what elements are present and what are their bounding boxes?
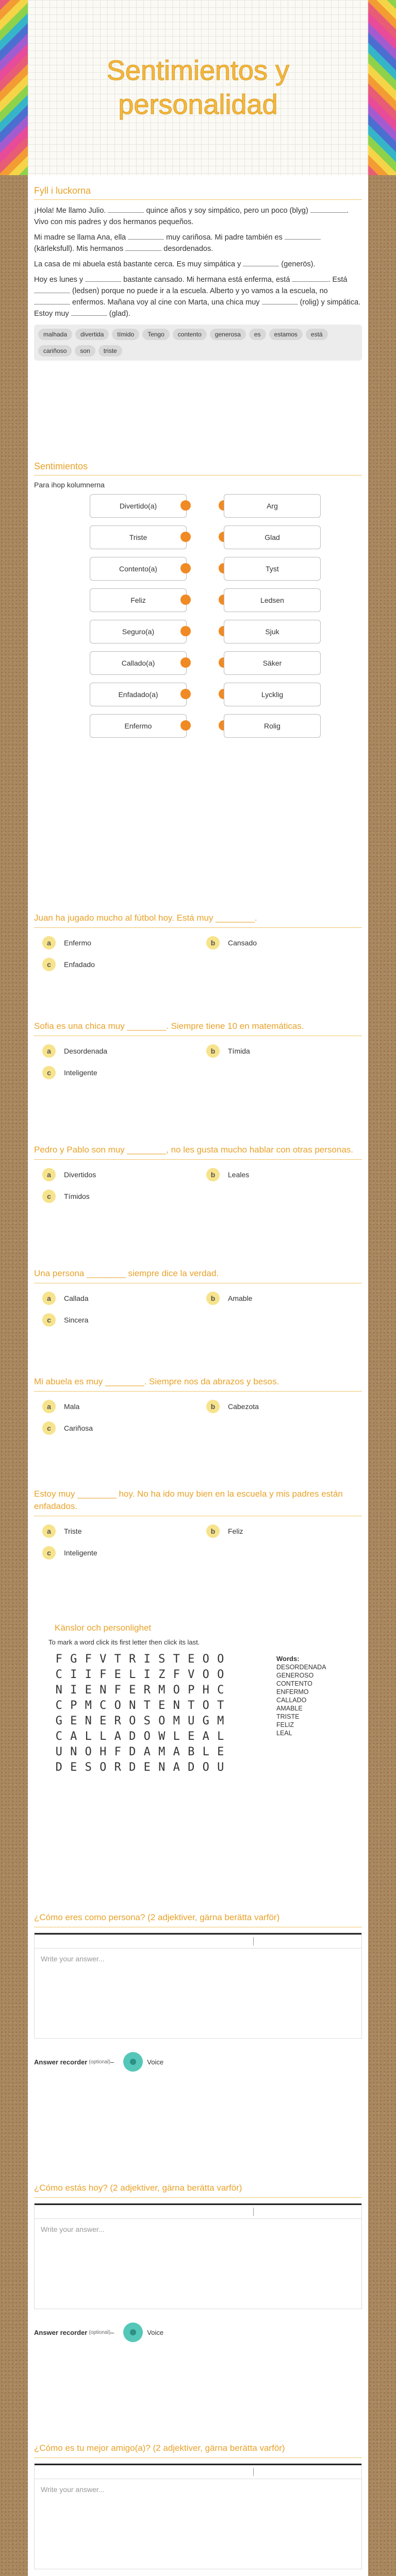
word-chip[interactable]: son — [75, 345, 95, 357]
grid-letter[interactable]: F — [55, 1653, 62, 1666]
worksheet-body — [28, 175, 368, 2576]
option[interactable]: a Divertidos — [34, 1168, 198, 1181]
options — [34, 1044, 362, 1079]
blank-input[interactable] — [108, 205, 144, 213]
story-paragraph: Mi madre se llama Ana, ella muy cariñosa. Mi padre también es (kärleksfull). Mis hermanos desordenados. — [34, 232, 362, 255]
option-letter: b — [206, 936, 220, 950]
grid-letter[interactable]: H — [202, 1684, 209, 1697]
match-row — [34, 588, 362, 620]
grid-letter[interactable]: I — [85, 1668, 92, 1681]
story-paragraph: ¡Hola! Me llamo Julio. quince años y soy simpático, pero un poco (blyg) . Vivo con mis padres y dos hermanos pequeños. — [34, 205, 362, 228]
grid-letter[interactable]: E — [129, 1684, 136, 1697]
option-letter: c — [42, 1066, 56, 1079]
grid-letter[interactable]: O — [114, 1699, 121, 1712]
editor-toolbar — [35, 1933, 361, 1948]
blank-input[interactable] — [85, 274, 121, 282]
option[interactable]: c Inteligente — [34, 1066, 198, 1079]
options — [34, 1168, 362, 1203]
grid-letter[interactable]: C — [55, 1668, 62, 1681]
grid-letter[interactable]: D — [129, 1761, 136, 1774]
open-question-title: ¿Cómo estás hoy? (2 adjektiver, gärna berätta varför) — [34, 2182, 362, 2198]
connector-dot[interactable] — [180, 657, 191, 668]
match-row — [34, 494, 362, 526]
grid-letter[interactable]: E — [70, 1715, 77, 1727]
matching-section — [34, 461, 362, 745]
option-letter: c — [42, 1421, 56, 1435]
option-letter: b — [206, 1168, 220, 1181]
match-right-item[interactable]: Lycklig — [224, 683, 321, 706]
grid-letter[interactable]: C — [55, 1699, 62, 1712]
open-question-title: ¿Cómo eres como persona? (2 adjektiver, gärna berätta varför) — [34, 1911, 362, 1927]
grid-letter[interactable]: V — [188, 1668, 195, 1681]
option[interactable]: c Inteligente — [34, 1546, 198, 1560]
blank-input[interactable] — [125, 243, 161, 251]
grid-letter[interactable]: E — [143, 1761, 151, 1774]
word-chip[interactable]: cariñoso — [38, 345, 72, 357]
option-letter: c — [42, 1546, 56, 1560]
grid-letter[interactable]: N — [70, 1745, 77, 1758]
connector-dot[interactable] — [180, 500, 191, 511]
grid-letter[interactable]: O — [217, 1653, 224, 1666]
grid-letter[interactable]: U — [188, 1715, 195, 1727]
question-5 — [34, 1376, 362, 1435]
matching-title: Sentimientos — [34, 461, 362, 476]
grid-letter[interactable]: M — [85, 1699, 92, 1712]
grid-letter[interactable]: L — [202, 1745, 209, 1758]
grid-letter[interactable]: U — [217, 1761, 224, 1774]
word-item: CONTENTO — [276, 1680, 312, 1687]
blank-input[interactable] — [71, 308, 107, 316]
word-item: AMABLE — [276, 1705, 303, 1712]
word-item: DESORDENADA — [276, 1664, 326, 1671]
option-letter: b — [206, 1400, 220, 1413]
question-1 — [34, 912, 362, 971]
grid-letter[interactable]: R — [143, 1684, 151, 1697]
toolbar-separator — [253, 2468, 254, 2476]
grid-letter[interactable]: D — [55, 1761, 62, 1774]
grid-letter[interactable]: I — [143, 1653, 151, 1666]
fill-blanks-title: Fyll i luckorna — [34, 185, 362, 200]
blank-input[interactable] — [34, 297, 70, 304]
word-chip[interactable]: Tengo — [142, 329, 170, 340]
grid-letter[interactable]: E — [188, 1653, 195, 1666]
word-chip[interactable]: generosa — [210, 329, 246, 340]
decorative-stripes-left — [0, 0, 28, 175]
match-row — [34, 714, 362, 745]
option[interactable]: c Cariñosa — [34, 1421, 198, 1435]
option[interactable]: b Feliz — [198, 1524, 362, 1538]
grid-letter[interactable]: T — [143, 1699, 151, 1712]
word-chip[interactable]: está — [306, 329, 328, 340]
grid-letter[interactable]: I — [70, 1668, 77, 1681]
match-left-item[interactable]: Callado(a) — [90, 651, 187, 675]
grid-letter[interactable]: R — [114, 1715, 121, 1727]
wordsearch-grid[interactable] — [52, 1653, 228, 1776]
grid-letter[interactable]: G — [202, 1715, 209, 1727]
connector-dot[interactable] — [180, 532, 191, 542]
grid-letter[interactable]: A — [173, 1761, 180, 1774]
grid-letter[interactable]: F — [173, 1668, 180, 1681]
grid-letter[interactable]: M — [158, 1745, 166, 1758]
grid-letter[interactable]: O — [173, 1684, 180, 1697]
grid-letter[interactable]: E — [188, 1730, 195, 1743]
answer-recorder: Answer recorder (optional) – Voice — [34, 2323, 362, 2342]
connector-dot[interactable] — [180, 689, 191, 699]
grid-letter[interactable]: L — [217, 1730, 224, 1743]
grid-letter[interactable]: D — [129, 1730, 136, 1743]
option[interactable]: b Cabezota — [198, 1400, 362, 1413]
grid-letter[interactable]: C — [100, 1699, 107, 1712]
answer-textarea[interactable]: Write your answer... — [41, 1955, 105, 1963]
toolbar-separator — [253, 2208, 254, 2216]
match-left-item[interactable]: Triste — [90, 526, 187, 549]
answer-editor — [34, 1933, 362, 2039]
options — [34, 1292, 362, 1327]
answer-editor — [34, 2203, 362, 2309]
word-item: ENFERMO — [276, 1688, 309, 1696]
grid-letter[interactable]: B — [188, 1745, 195, 1758]
match-right-item[interactable]: Arg — [224, 494, 321, 518]
options — [34, 1400, 362, 1435]
question-4 — [34, 1267, 362, 1327]
grid-letter[interactable]: L — [85, 1730, 92, 1743]
match-right-item[interactable]: Glad — [224, 526, 321, 549]
grid-letter[interactable]: C — [217, 1684, 224, 1697]
voice-record-button[interactable] — [123, 2323, 143, 2342]
grid-letter[interactable]: G — [70, 1653, 77, 1666]
grid-letter[interactable]: S — [143, 1715, 151, 1727]
word-chip[interactable]: es — [249, 329, 266, 340]
grid-letter[interactable]: L — [173, 1730, 180, 1743]
match-left-item[interactable]: Feliz — [90, 588, 187, 612]
option-letter: a — [42, 936, 56, 950]
grid-letter[interactable]: E — [85, 1684, 92, 1697]
grid-letter[interactable]: O — [100, 1761, 107, 1774]
wordsearch-word-list — [276, 1655, 326, 1737]
microphone-icon — [130, 2329, 136, 2335]
question-title: Una persona ________ siempre dice la verdad. — [34, 1267, 362, 1283]
grid-letter[interactable]: U — [55, 1745, 62, 1758]
blank-input[interactable] — [310, 205, 346, 213]
option-letter: b — [206, 1292, 220, 1305]
worksheet-header — [28, 0, 368, 175]
editor-toolbar — [35, 2204, 361, 2219]
grid-letter[interactable]: F — [114, 1684, 121, 1697]
blank-input[interactable] — [243, 259, 279, 266]
grid-letter[interactable]: A — [202, 1730, 209, 1743]
grid-letter[interactable]: O — [143, 1730, 151, 1743]
word-chip[interactable]: estamos — [269, 329, 303, 340]
word-chip[interactable]: divertida — [75, 329, 109, 340]
grid-letter[interactable]: N — [173, 1699, 180, 1712]
wordsearch-instructions: To mark a word click its first letter then click its last. — [48, 1638, 200, 1646]
grid-letter[interactable]: Z — [158, 1668, 166, 1681]
question-3 — [34, 1144, 362, 1203]
grid-letter[interactable]: G — [55, 1715, 62, 1727]
grid-letter[interactable]: A — [143, 1745, 151, 1758]
grid-letter[interactable]: L — [100, 1730, 107, 1743]
grid-letter[interactable]: O — [202, 1699, 209, 1712]
option[interactable]: a Triste — [34, 1524, 198, 1538]
match-right-item[interactable]: Sjuk — [224, 620, 321, 643]
grid-letter[interactable]: F — [100, 1668, 107, 1681]
grid-letter[interactable]: O — [202, 1668, 209, 1681]
grid-letter[interactable]: D — [129, 1745, 136, 1758]
word-chip[interactable]: malhada — [38, 329, 72, 340]
worksheet-title: Sentimientos y personalidad — [106, 55, 290, 120]
fill-blanks-section — [34, 185, 362, 361]
grid-letter[interactable]: M — [173, 1715, 180, 1727]
option-letter: b — [206, 1524, 220, 1538]
options — [34, 936, 362, 971]
grid-letter[interactable]: N — [129, 1699, 136, 1712]
blank-input[interactable] — [285, 232, 321, 240]
match-left-item[interactable]: Contento(a) — [90, 557, 187, 581]
grid-letter[interactable]: E — [70, 1761, 77, 1774]
match-row — [34, 620, 362, 651]
matching-instructions: Para ihop kolumnerna — [34, 481, 105, 489]
blank-input[interactable] — [34, 285, 70, 293]
grid-letter[interactable]: O — [85, 1745, 92, 1758]
blank-input[interactable] — [128, 232, 164, 240]
story-paragraph: Hoy es lunes y bastante cansado. Mi hermana está enferma, está . Está (ledsen) porque no puede ir a la escuela. Alberto y yo vamos a la escuela, no enfermos. Mañana voy al cine con Marta, una chica muy (rolig) y simpática. Estoy muy (glad). — [34, 274, 362, 319]
match-left-item[interactable]: Seguro(a) — [90, 620, 187, 643]
option-letter: c — [42, 1190, 56, 1203]
option[interactable]: b Leales — [198, 1168, 362, 1181]
options — [34, 1524, 362, 1560]
grid-letter[interactable]: O — [158, 1715, 166, 1727]
grid-letter[interactable]: A — [173, 1745, 180, 1758]
match-row — [34, 557, 362, 588]
word-bank — [34, 325, 362, 361]
match-row — [34, 526, 362, 557]
option[interactable]: b Tímida — [198, 1044, 362, 1058]
grid-letter[interactable]: O — [202, 1653, 209, 1666]
option[interactable]: a Desordenada — [34, 1044, 198, 1058]
grid-letter[interactable]: P — [188, 1684, 195, 1697]
grid-letter[interactable]: P — [70, 1699, 77, 1712]
word-item: GENEROSO — [276, 1672, 314, 1679]
story-paragraph: La casa de mi abuela está bastante cerca. Es muy simpática y (generös). — [34, 259, 362, 270]
option[interactable]: a Mala — [34, 1400, 198, 1413]
grid-letter[interactable]: N — [158, 1761, 166, 1774]
grid-letter[interactable]: I — [143, 1668, 151, 1681]
word-chip[interactable]: triste — [98, 345, 122, 357]
grid-letter[interactable]: O — [217, 1668, 224, 1681]
question-title: Pedro y Pablo son muy ________, no les gusta mucho hablar con otras personas. — [34, 1144, 362, 1160]
option[interactable]: a Callada — [34, 1292, 198, 1305]
option[interactable]: c Sincera — [34, 1313, 198, 1327]
grid-letter[interactable]: V — [100, 1653, 107, 1666]
question-2 — [34, 1020, 362, 1079]
option-letter: a — [42, 1168, 56, 1181]
grid-letter[interactable]: N — [85, 1715, 92, 1727]
grid-letter[interactable]: C — [55, 1730, 62, 1743]
open-question-1 — [34, 1911, 362, 2072]
word-item: FELIZ — [276, 1721, 294, 1728]
blank-input[interactable] — [262, 297, 298, 304]
grid-letter[interactable]: O — [202, 1761, 209, 1774]
answer-editor — [34, 2463, 362, 2569]
connector-dot[interactable] — [180, 720, 191, 731]
grid-letter[interactable]: F — [114, 1745, 121, 1758]
question-title: Estoy muy ________ hoy. No ha ido muy bien en la escuela y mis padres están enfadados. — [34, 1488, 362, 1516]
option[interactable]: b Amable — [198, 1292, 362, 1305]
grid-letter[interactable]: E — [100, 1715, 107, 1727]
option[interactable]: c Enfadado — [34, 958, 198, 971]
grid-letter[interactable]: M — [217, 1715, 224, 1727]
answer-recorder: Answer recorder (optional) – Voice — [34, 2052, 362, 2072]
match-left-item[interactable]: Enfadado(a) — [90, 683, 187, 706]
grid-letter[interactable]: T — [114, 1653, 121, 1666]
grid-letter[interactable]: O — [129, 1715, 136, 1727]
open-question-2 — [34, 2182, 362, 2342]
option[interactable]: b Cansado — [198, 936, 362, 950]
option-letter: a — [42, 1524, 56, 1538]
option-letter: b — [206, 1044, 220, 1058]
option-letter: c — [42, 1313, 56, 1327]
grid-letter[interactable]: M — [158, 1684, 166, 1697]
grid-letter[interactable]: T — [188, 1699, 195, 1712]
word-item: TRISTE — [276, 1713, 300, 1720]
open-question-title: ¿Cómo es tu mejor amigo(a)? (2 adjektiver, gärna berätta varför) — [34, 2442, 362, 2458]
grid-letter[interactable]: S — [158, 1653, 166, 1666]
word-item: CALLADO — [276, 1697, 307, 1704]
option-letter: a — [42, 1292, 56, 1305]
wordsearch-section — [34, 1623, 362, 1788]
blank-input[interactable] — [292, 274, 328, 282]
grid-letter[interactable]: N — [100, 1684, 107, 1697]
grid-letter[interactable]: E — [217, 1745, 224, 1758]
match-right-item[interactable]: Rolig — [224, 714, 321, 738]
grid-letter[interactable]: A — [114, 1730, 121, 1743]
words-label: Words: — [276, 1655, 300, 1663]
grid-letter[interactable]: L — [129, 1668, 136, 1681]
grid-letter[interactable]: N — [55, 1684, 62, 1697]
grid-letter[interactable]: E — [158, 1699, 166, 1712]
question-6 — [34, 1488, 362, 1560]
decorative-stripes-right — [368, 0, 396, 175]
open-question-3 — [34, 2442, 362, 2576]
connector-dot[interactable] — [180, 563, 191, 573]
word-chip[interactable]: contento — [173, 329, 207, 340]
option[interactable]: a Enfermo — [34, 936, 198, 950]
word-item: LEAL — [276, 1730, 292, 1737]
question-title: Juan ha jugado mucho al fútbol hoy. Está muy ________. — [34, 912, 362, 928]
option-letter: a — [42, 1400, 56, 1413]
grid-letter[interactable]: D — [188, 1761, 195, 1774]
question-title: Mi abuela es muy ________. Siempre nos da abrazos y besos. — [34, 1376, 362, 1392]
grid-letter[interactable]: T — [217, 1699, 224, 1712]
match-left-item[interactable]: Enfermo — [90, 714, 187, 738]
match-row — [34, 651, 362, 683]
option-letter: c — [42, 958, 56, 971]
match-right-item[interactable]: Ledsen — [224, 588, 321, 612]
grid-letter[interactable]: T — [173, 1653, 180, 1666]
grid-letter[interactable]: I — [70, 1684, 77, 1697]
grid-letter[interactable]: H — [100, 1745, 107, 1758]
grid-letter[interactable]: R — [114, 1761, 121, 1774]
grid-letter[interactable]: A — [70, 1730, 77, 1743]
match-right-item[interactable]: Säker — [224, 651, 321, 675]
wordsearch-title: Känslor och personlighet — [55, 1623, 152, 1633]
word-chip[interactable]: tímido — [112, 329, 139, 340]
grid-letter[interactable]: E — [114, 1668, 121, 1681]
toolbar-separator — [253, 1937, 254, 1945]
grid-letter[interactable]: S — [85, 1761, 92, 1774]
match-row — [34, 683, 362, 714]
grid-letter[interactable]: F — [85, 1653, 92, 1666]
option[interactable]: c Tímidos — [34, 1190, 198, 1203]
question-title: Sofia es una chica muy ________. Siempre tiene 10 en matemáticas. — [34, 1020, 362, 1036]
answer-textarea[interactable]: Write your answer... — [41, 2485, 105, 2494]
grid-letter[interactable]: W — [158, 1730, 166, 1743]
editor-toolbar — [35, 2464, 361, 2479]
voice-record-button[interactable] — [123, 2052, 143, 2072]
grid-letter[interactable]: R — [129, 1653, 136, 1666]
match-right-item[interactable]: Tyst — [224, 557, 321, 581]
microphone-icon — [130, 2059, 136, 2065]
match-left-item[interactable]: Divertido(a) — [90, 494, 187, 518]
connector-dot[interactable] — [180, 626, 191, 636]
connector-dot[interactable] — [180, 595, 191, 605]
option-letter: a — [42, 1044, 56, 1058]
answer-textarea[interactable]: Write your answer... — [41, 2225, 105, 2233]
